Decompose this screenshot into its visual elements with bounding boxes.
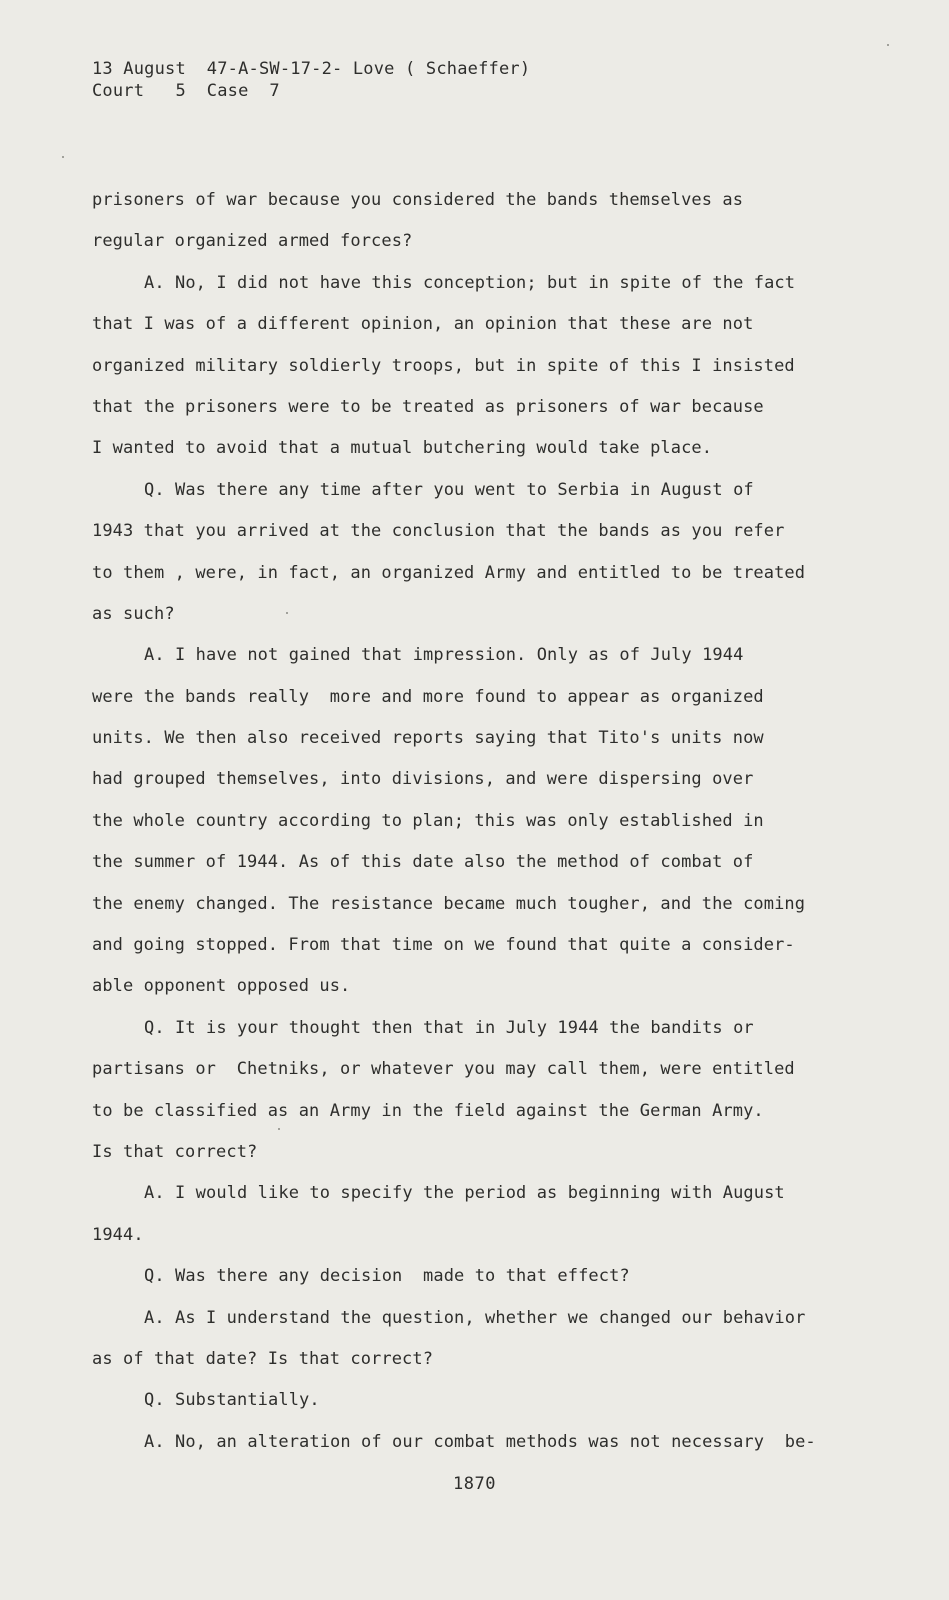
paper-speck: [62, 156, 64, 158]
transcript-line: that the prisoners were to be treated as prisoners of war because: [92, 396, 764, 417]
transcript-line: to them , were, in fact, an organized Army and entitled to be treated: [92, 562, 806, 583]
transcript-line: 1943 that you arrived at the conclusion that the bands as you refer: [92, 521, 785, 542]
transcript-line: I wanted to avoid that a mutual butchering would take place.: [92, 438, 713, 459]
transcript-line: the enemy changed. The resistance became much tougher, and the coming: [92, 893, 806, 914]
transcript-line: as such?: [92, 603, 175, 624]
transcript-line: A. No, I did not have this conception; but in spite of the fact: [144, 272, 796, 293]
transcript-line: to be classified as an Army in the field against the German Army.: [92, 1100, 764, 1121]
transcript-line: had grouped themselves, into divisions, and were dispersing over: [92, 769, 754, 790]
transcript-line: Q. Was there any decision made to that effect?: [144, 1266, 630, 1287]
transcript-line: A. As I understand the question, whether we changed our behavior: [144, 1307, 806, 1328]
transcript-line: prisoners of war because you considered the bands themselves as: [92, 190, 744, 210]
page-number: 1870: [453, 1474, 496, 1494]
transcript-line: 1944.: [92, 1224, 144, 1245]
transcript-line: able opponent opposed us.: [92, 976, 351, 997]
transcript-line: regular organized armed forces?: [92, 231, 413, 252]
document-header: [92, 58, 530, 102]
transcript-line: A. I have not gained that impression. Only as of July 1944: [144, 645, 744, 666]
transcript-line: Is that correct?: [92, 1141, 258, 1162]
transcript-line: and going stopped. From that time on we found that quite a consider-: [92, 935, 795, 956]
transcript-body: [92, 180, 852, 1463]
transcript-line: Q. Was there any time after you went to Serbia in August of: [144, 479, 754, 500]
transcript-line: A. I would like to specify the period as beginning with August: [144, 1183, 785, 1204]
transcript-line: as of that date? Is that correct?: [92, 1348, 434, 1369]
transcript-line: Q. It is your thought then that in July 1944 the bandits or: [144, 1017, 754, 1038]
transcript-line: units. We then also received reports saying that Tito's units now: [92, 728, 764, 749]
paper-speck: [278, 1128, 280, 1130]
transcript-line: Q. Substantially.: [144, 1390, 320, 1411]
paper-speck: [887, 44, 889, 46]
header-court-case: Court 5 Case 7: [92, 81, 280, 101]
header-date-reference: 13 August 47-A-SW-17-2- Love ( Schaeffer): [92, 59, 531, 79]
transcript-line: organized military soldierly troops, but in spite of this I insisted: [92, 355, 795, 376]
transcript-line: A. No, an alteration of our combat methods was not necessary be-: [144, 1431, 816, 1452]
transcript-line: partisans or Chetniks, or whatever you may call them, were entitled: [92, 1059, 795, 1080]
transcript-line: the summer of 1944. As of this date also the method of combat of: [92, 852, 754, 873]
transcript-line: the whole country according to plan; this was only established in: [92, 810, 764, 831]
paper-speck: [286, 612, 288, 614]
transcript-line: were the bands really more and more found to appear as organized: [92, 686, 764, 707]
transcript-line: that I was of a different opinion, an opinion that these are not: [92, 314, 754, 335]
